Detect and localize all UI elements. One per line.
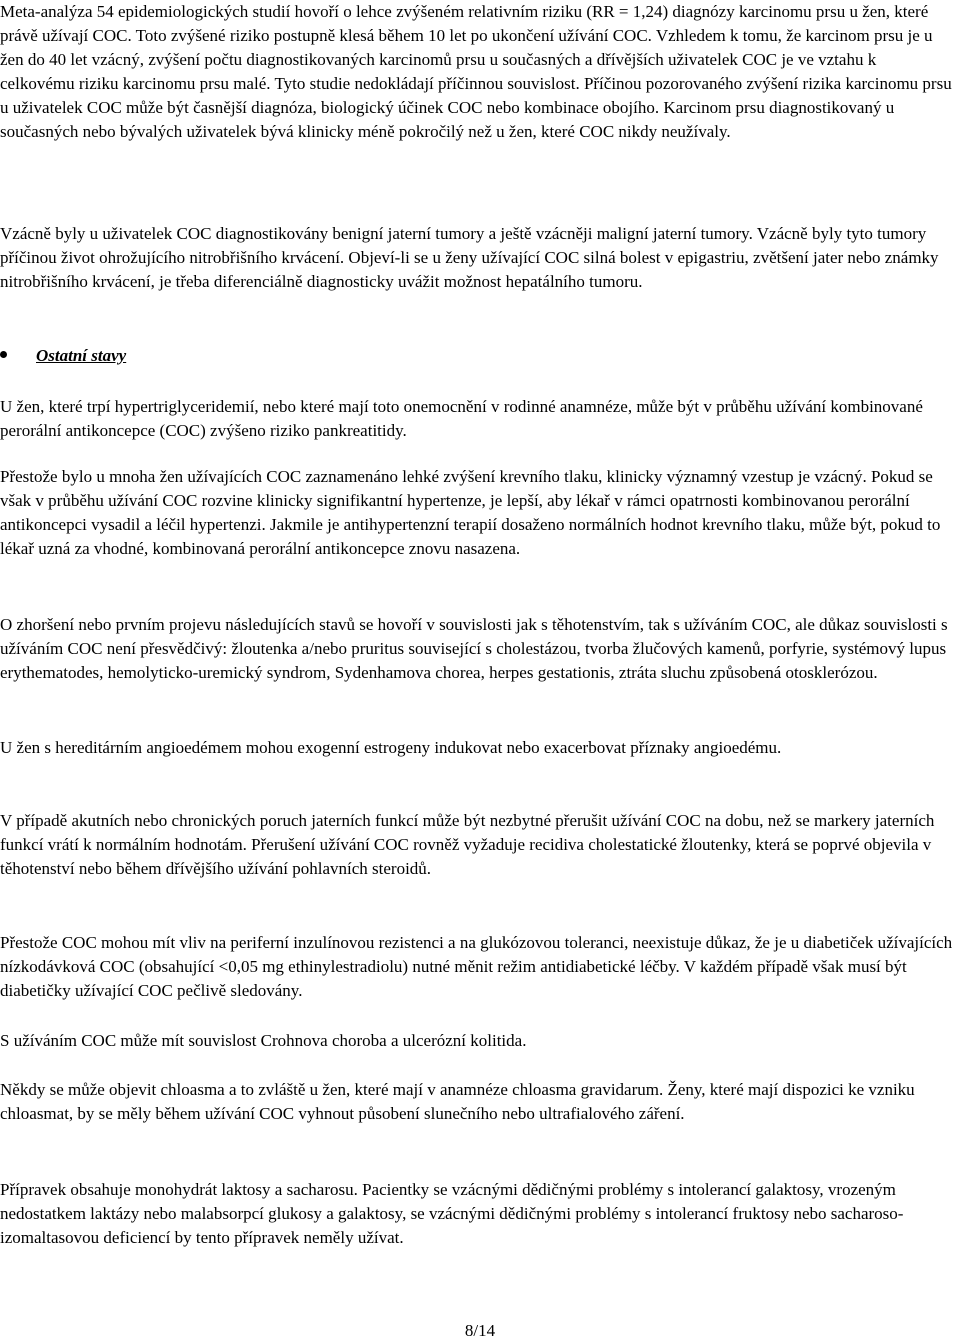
paragraph-excipients: Přípravek obsahuje monohydrát laktosy a sacharosu. Pacientky se vzácnými dědičnými problémy s intolerancí galaktosy, vrozeným nedostatkem laktázy nebo malabsorpcí glukosy a galaktosy, se vzácnými dědičnými problémy s intolerancí fruktosy nebo sacharoso-izomaltasovou deficiencí by tento přípravek neměly užívat.	[0, 1180, 904, 1247]
paragraph-liver-tumors: Vzácně byly u uživatelek COC diagnostikovány benigní jaterní tumory a ještě vzácněji maligní jaterní tumory. Vzácně byly tyto tumory příčinou život ohrožujícího nitrobřišního krvácení. Objeví-li se u ženy užívající COC silná bolest v epigastriu, zvětšení jater nebo známky nitrobřišního krvácení, je třeba diferenciálně diagnosticky uvážit možnost hepatálního tumoru.	[0, 224, 939, 291]
section-heading-row	[0, 344, 955, 370]
paragraph-crohn: S užíváním COC může mít souvislost Crohnova choroba a ulcerózní kolitida.	[0, 1031, 527, 1050]
paragraph-angioedema: U žen s hereditárním angioedémem mohou exogenní estrogeny indukovat nebo exacerbovat příznaky angioedému.	[0, 738, 782, 757]
paragraph-hypertension: Přestože bylo u mnoha žen užívajících COC zaznamenáno lehké zvýšení krevního tlaku, klinicky významný vzestup je vzácný. Pokud se však v průběhu užívání COC rozvine klinicky signifikantní hypertenze, je lepší, aby lékař v rámci opatrnosti kombinovanou perorální antikoncepci vysadil a léčil hypertenzi. Jakmile je antihypertenzní terapií dosaženo normálních hodnot krevního tlaku, může být, pokud to lékař uzná za vhodné, kombinovaná perorální antikoncepce znovu nasazena.	[0, 467, 941, 558]
page-number: 8/14	[464, 1321, 496, 1340]
paragraph-liver-function: V případě akutních nebo chronických poruch jaterních funkcí může být nezbytné přerušit užívání COC na dobu, než se markery jaterních funkcí vrátí k normálním hodnotám. Přerušení užívání COC rovněž vyžaduje recidiva cholestatické žloutenky, která se poprvé objevila v těhotenství nebo během dřívějšího užívání pohlavních steroidů.	[0, 811, 935, 878]
paragraph-pancreatitis: U žen, které trpí hypertriglyceridemií, nebo které mají toto onemocnění v rodinné anamnéze, může být v průběhu užívání kombinované perorální antikoncepce (COC) zvýšeno riziko pankreatitidy.	[0, 397, 923, 440]
paragraph-breast-cancer-risk: Meta-analýza 54 epidemiologických studií hovoří o lehce zvýšeném relativním riziku (RR = 1,24) diagnózy karcinomu prsu u žen, které právě užívají COC. Toto zvýšené riziko postupně klesá během 10 let po ukončení užívání COC. Vzhledem k tomu, že karcinom prsu je u žen do 40 let vzácný, zvýšení počtu diagnostikovaných karcinomů prsu u současných a dřívějších uživatelek COC je ve vztahu k celkovému riziku karcinomu prsu malé. Tyto studie nedokládají příčinnou souvislost. Příčinou pozorovaného zvýšení rizika karcinomu prsu u uživatelek COC může být časnější diagnóza, biologický účinek COC nebo kombinace obojího. Karcinom prsu diagnostikovaný u současných nebo bývalých uživatelek bývá klinicky méně pokročilý než u žen, které COC nikdy neužívaly.	[0, 2, 952, 141]
paragraph-diabetes: Přestože COC mohou mít vliv na periferní inzulínovou rezistenci a na glukózovou toleranci, neexistuje důkaz, že je u diabetiček užívajících nízkodávková COC (obsahující <0,05 mg ethinylestradiolu) nutné měnit režim antidiabetické léčby. V každém případě však musí být diabetičky užívající COC pečlivě sledovány.	[0, 933, 953, 1000]
section-heading: Ostatní stavy	[36, 346, 127, 365]
paragraph-chloasma: Někdy se může objevit chloasma a to zvláště u žen, které mají v anamnéze chloasma gravidarum. Ženy, které mají dispozici ke vzniku chloasmat, by se měly během užívání COC vyhnout působení slunečního nebo ultrafialového záření.	[0, 1080, 915, 1123]
paragraph-pregnancy-conditions: O zhoršení nebo prvním projevu následujících stavů se hovoří v souvislosti jak s těhotenstvím, tak s užíváním COC, ale důkaz souvislosti s užíváním COC není přesvědčivý: žloutenka a/nebo pruritus související s cholestázou, tvorba žlučových kamenů, porfyrie, systémový lupus erythematodes, hemolyticko-uremický syndrom, Sydenhamova chorea, herpes gestationis, ztráta sluchu způsobená otosklerózou.	[0, 615, 948, 682]
bullet-icon	[0, 351, 7, 358]
